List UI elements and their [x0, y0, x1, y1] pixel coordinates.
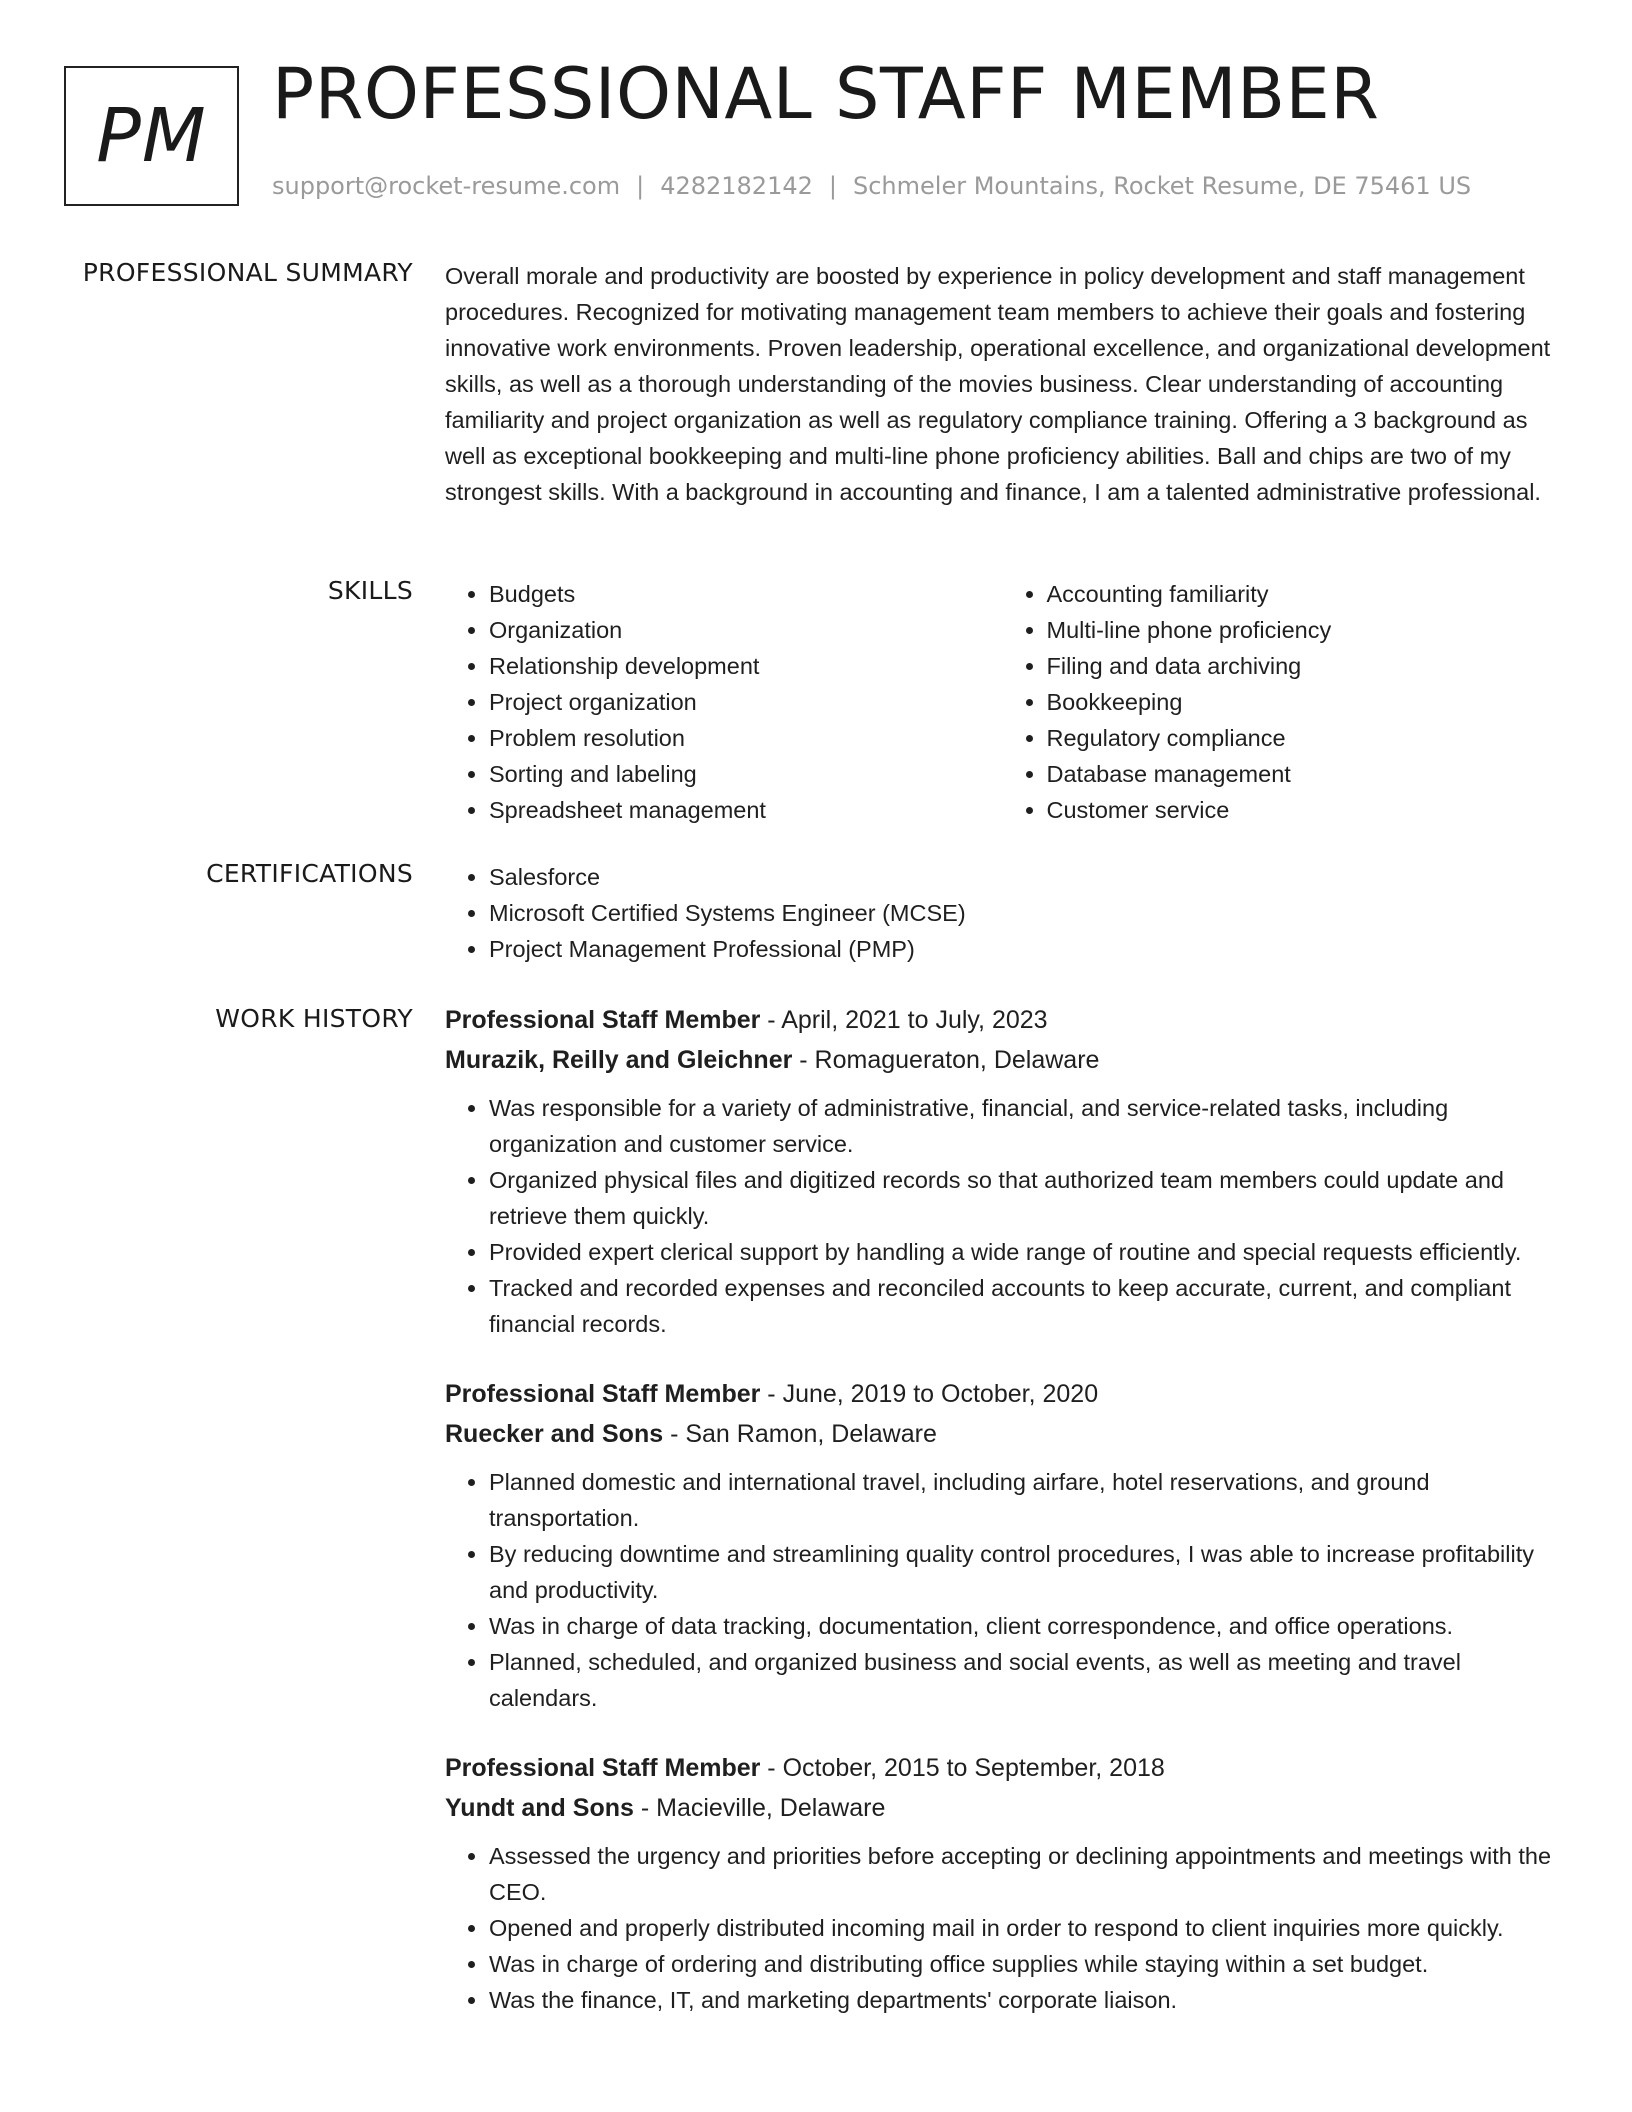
job-title-line: [445, 1000, 1560, 1040]
job-title: Professional Staff Member: [445, 1380, 761, 1408]
contact-phone[interactable]: 4282182142: [660, 172, 813, 200]
job-company: Murazik, Reilly and Gleichner: [445, 1046, 793, 1074]
skills-heading: SKILLS: [327, 576, 413, 605]
certifications-body: [445, 859, 1560, 967]
certification-item: • Microsoft Certified Systems Engineer (MCSE): [489, 895, 1560, 931]
skill-item: • Problem resolution: [489, 720, 1003, 756]
job-bullet: • Was in charge of data tracking, documentation, client correspondence, and office operations.: [489, 1608, 1560, 1644]
skill-item: • Organization: [489, 612, 1003, 648]
skills-list-right: [1003, 576, 1561, 828]
summary-heading: PROFESSIONAL SUMMARY: [82, 258, 413, 287]
job-bullet: • Was in charge of ordering and distributing office supplies while staying within a set budget.: [489, 1946, 1560, 1982]
job-bullets: [445, 1838, 1560, 2018]
job-company: Yundt and Sons: [445, 1794, 634, 1822]
skill-item: • Regulatory compliance: [1047, 720, 1561, 756]
job-entry: [445, 1748, 1560, 2018]
job-dates: - June, 2019 to October, 2020: [760, 1380, 1099, 1408]
skills-columns: [445, 576, 1560, 828]
job-bullet: • Organized physical files and digitized records so that authorized team members could update and retrieve them quickly.: [489, 1162, 1560, 1234]
job-bullet: • Provided expert clerical support by handling a wide range of routine and special requests efficiently.: [489, 1234, 1560, 1270]
job-company-line: [445, 1414, 1560, 1454]
skills-list-left: [445, 576, 1003, 828]
skill-item: • Multi-line phone proficiency: [1047, 612, 1561, 648]
contact-line: [272, 172, 1471, 200]
contact-separator: |: [828, 172, 837, 200]
skill-item: • Accounting familiarity: [1047, 576, 1561, 612]
job-dates: - October, 2015 to September, 2018: [760, 1754, 1165, 1782]
certification-item: • Project Management Professional (PMP): [489, 931, 1560, 967]
monogram-box: [64, 66, 239, 206]
job-bullet: • Assessed the urgency and priorities before accepting or declining appointments and meetings with the CEO.: [489, 1838, 1560, 1910]
job-title: Professional Staff Member: [445, 1754, 761, 1782]
certifications-list: [445, 859, 1560, 967]
work-history-body: [445, 1000, 1560, 2018]
contact-email[interactable]: support@rocket-resume.com: [272, 172, 621, 200]
monogram-initials: PM: [96, 93, 207, 179]
job-title-line: [445, 1374, 1560, 1414]
skill-item: • Spreadsheet management: [489, 792, 1003, 828]
skill-item: • Budgets: [489, 576, 1003, 612]
job-location: - Macieville, Delaware: [633, 1794, 886, 1822]
work-history-heading: WORK HISTORY: [215, 1004, 413, 1033]
job-bullet: • Was responsible for a variety of administrative, financial, and service-related tasks, including organization and customer service.: [489, 1090, 1560, 1162]
certification-item: • Salesforce: [489, 859, 1560, 895]
skill-item: • Relationship development: [489, 648, 1003, 684]
job-bullet: • By reducing downtime and streamlining quality control procedures, I was able to increase profitability and productivity.: [489, 1536, 1560, 1608]
certifications-heading: CERTIFICATIONS: [206, 859, 413, 888]
job-company-line: [445, 1788, 1560, 1828]
contact-separator: |: [636, 172, 645, 200]
job-dates: - April, 2021 to July, 2023: [760, 1006, 1048, 1034]
resume-name: PROFESSIONAL STAFF MEMBER: [272, 53, 1380, 135]
job-bullets: [445, 1090, 1560, 1342]
job-title: Professional Staff Member: [445, 1006, 761, 1034]
summary-text: Overall morale and productivity are boosted by experience in policy development and staff management procedures. Recognized for motivating management team members to achieve their goals and fostering innovative work environments. Proven leadership, operational excellence, and organizational development skills, as well as a thorough understanding of the movies business. Clear understanding of accounting familiarity and project organization as well as regulatory compliance training. Offering a 3 background as well as exceptional bookkeeping and multi-line phone proficiency abilities. Ball and chips are two of my strongest skills. With a background in accounting and finance, I am a talented administrative professional.: [445, 263, 1551, 505]
skill-item: • Filing and data archiving: [1047, 648, 1561, 684]
job-bullet: • Was the finance, IT, and marketing departments' corporate liaison.: [489, 1982, 1560, 2018]
job-bullet: • Opened and properly distributed incoming mail in order to respond to client inquiries more quickly.: [489, 1910, 1560, 1946]
skill-item: • Bookkeeping: [1047, 684, 1561, 720]
job-location: - San Ramon, Delaware: [663, 1420, 937, 1448]
job-location: - Romagueraton, Delaware: [792, 1046, 1100, 1074]
job-bullet: • Planned domestic and international travel, including airfare, hotel reservations, and ground transportation.: [489, 1464, 1560, 1536]
skill-item: • Database management: [1047, 756, 1561, 792]
job-entry: [445, 1000, 1560, 1342]
job-bullet: • Planned, scheduled, and organized business and social events, as well as meeting and travel calendars.: [489, 1644, 1560, 1716]
skill-item: • Customer service: [1047, 792, 1561, 828]
skill-item: • Project organization: [489, 684, 1003, 720]
job-bullet: • Tracked and recorded expenses and reconciled accounts to keep accurate, current, and compliant financial records.: [489, 1270, 1560, 1342]
job-company-line: [445, 1040, 1560, 1080]
job-company: Ruecker and Sons: [445, 1420, 664, 1448]
skill-item: • Sorting and labeling: [489, 756, 1003, 792]
job-entry: [445, 1374, 1560, 1716]
job-bullets: [445, 1464, 1560, 1716]
job-title-line: [445, 1748, 1560, 1788]
contact-address: Schmeler Mountains, Rocket Resume, DE 75461 US: [852, 172, 1472, 200]
